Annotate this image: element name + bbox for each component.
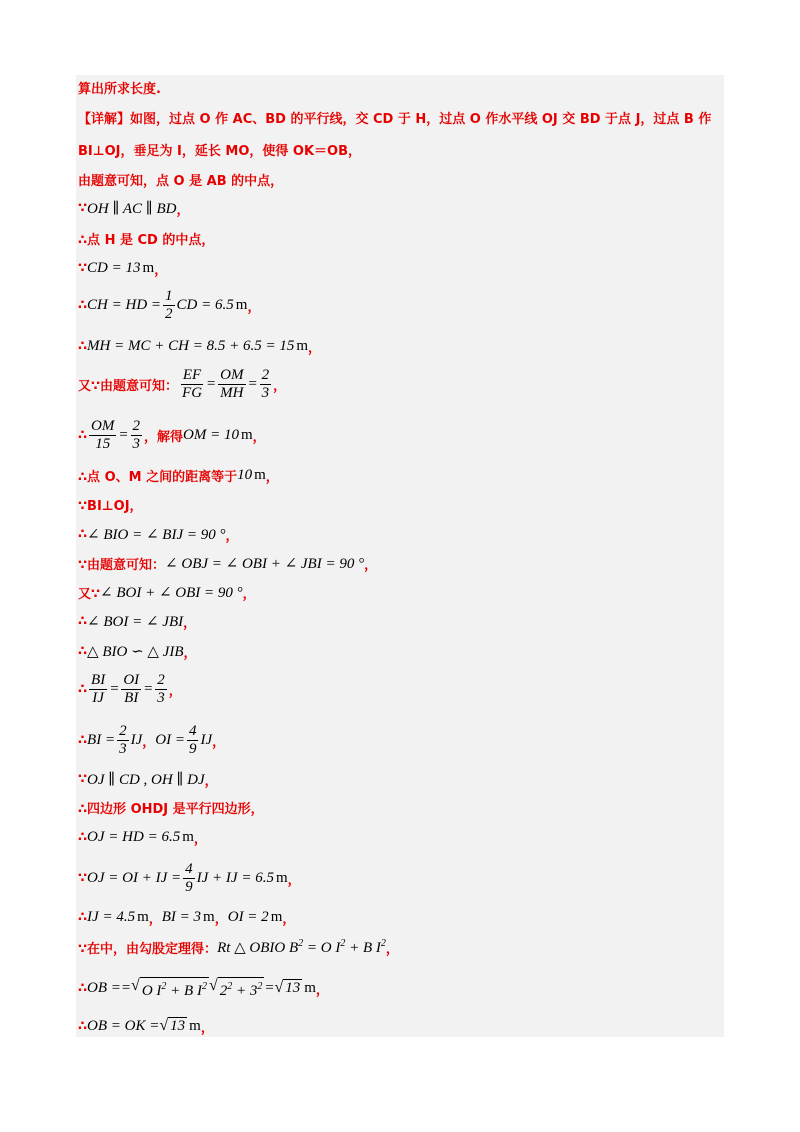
line-end: ， — [154, 262, 168, 278]
fraction: $\frac{EF}{FG}$ — [182, 366, 203, 401]
solution-line — [78, 640, 197, 662]
line-label: ∵在 — [78, 941, 101, 957]
logic-symbol: ∴ — [78, 526, 88, 542]
line-end: ， — [242, 586, 256, 602]
square-root: √ O $I^2 + B$ $I^2$ — [131, 976, 207, 999]
line-end: ， — [282, 911, 296, 927]
logic-symbol: ∴ — [78, 297, 88, 313]
math-expr: CD = 6.5 — [176, 296, 234, 313]
solution-line — [78, 796, 264, 818]
line-text: ∴四边形 OHDJ 是平行四边形， — [78, 801, 264, 817]
math-expr: = — [109, 680, 120, 697]
line-end: ， — [176, 202, 190, 218]
math-expr: OJ = OI + IJ = — [87, 869, 182, 886]
line-end: ， — [200, 1020, 214, 1036]
fraction: $\frac{BI}{IJ}$ — [91, 671, 106, 706]
unit-meter: m — [304, 979, 316, 996]
fraction: $\frac{OM}{15}$ — [91, 417, 115, 452]
unit-meter: m — [275, 869, 288, 886]
solution-line — [78, 76, 161, 98]
math-expr: MH = MC + CH = 8.5 + 6.5 = 15 — [87, 337, 295, 354]
line-text: BI⊥OJ，垂足为 I，延长 MO，使得 OK＝OB， — [78, 143, 362, 159]
separator: ， — [214, 911, 228, 927]
math-expr: CD = 13 — [87, 259, 141, 276]
unit-meter: m — [270, 908, 283, 925]
math-expr: IJ = 4.5 — [87, 908, 136, 925]
solution-line — [78, 523, 239, 545]
unit-meter: m — [189, 1017, 201, 1034]
math-expr: CH = HD = — [87, 296, 162, 313]
unit-meter: m — [296, 337, 308, 354]
logic-symbol: ∴ — [78, 643, 88, 659]
square-root: √ $2^2 + 3^2$ — [208, 976, 263, 999]
math-expr: △ BIO ∽ △ JIB — [87, 643, 184, 660]
line-text: 【详解】如图，过点 O 作 AC、BD 的平行线，交 CD 于 H，过点 O 作水平线 OJ 交 BD 于点 J，过点 B 作 — [78, 111, 712, 127]
math-expr: O $B^2 = O$ $I^2 + B$ $I^2$ — [274, 937, 386, 956]
square-root: √ 13 — [159, 1017, 186, 1034]
solution-line — [78, 977, 329, 999]
unit-meter: m — [235, 296, 248, 313]
unit-meter: m — [182, 828, 194, 845]
line-end: ， — [315, 982, 329, 998]
unit-meter: m — [137, 908, 149, 925]
math-expr: = — [143, 680, 154, 697]
logic-symbol: ∴ — [78, 980, 88, 996]
line-text: ∵BI⊥OJ， — [78, 498, 143, 514]
solution-line — [78, 138, 361, 160]
solution-line — [78, 722, 226, 757]
math-expr: ∠ BIO = ∠ BIJ = 90 ° — [87, 526, 226, 543]
line-end: ， — [168, 683, 182, 699]
fraction: $\frac{2}{3}$ — [119, 722, 127, 757]
square-root: √ 13 — [274, 979, 301, 996]
math-expr: OB = — [87, 979, 121, 996]
line-text: ，解得 — [144, 429, 184, 445]
solution-line — [78, 417, 266, 452]
solution-line — [78, 768, 218, 790]
logic-symbol: ∴ — [78, 732, 88, 748]
fraction: $\frac{2}{3}$ — [157, 671, 165, 706]
math-expr: IJ — [200, 731, 213, 748]
line-label: ∴点 O、M 之间的距离等于 — [78, 469, 238, 485]
solution-line — [78, 227, 214, 249]
solution-line — [78, 610, 196, 632]
fraction: $\frac{2}{3}$ — [261, 366, 270, 401]
logic-symbol: ∴ — [78, 338, 88, 354]
solution-line — [78, 936, 399, 958]
solution-line — [78, 366, 287, 401]
fraction: $\frac{OI}{BI}$ — [123, 671, 140, 706]
unit-meter: m — [240, 426, 253, 443]
math-expr: = — [118, 426, 129, 443]
logic-symbol: ∴ — [78, 1018, 88, 1034]
math-expr: = — [247, 375, 258, 392]
solution-line — [78, 106, 711, 128]
fraction: $\frac{4}{9}$ — [188, 722, 197, 757]
math-expr: OM = 10 — [183, 426, 239, 443]
logic-symbol: ∵ — [78, 200, 88, 216]
line-end: ， — [385, 941, 399, 957]
line-end: ， — [212, 734, 226, 750]
solution-line — [78, 197, 189, 219]
math-expr: OH ∥ AC ∥ BD — [87, 200, 177, 217]
line-end: ， — [287, 872, 301, 888]
line-end: ， — [273, 378, 287, 394]
separator: ， — [148, 911, 162, 927]
solution-line — [78, 168, 283, 190]
math-expr: = — [206, 375, 217, 392]
line-text: 算出所求长度. — [78, 81, 161, 97]
solution-line — [78, 493, 143, 515]
line-end: ， — [308, 340, 322, 356]
solution-line — [78, 335, 321, 357]
math-expr: OI = — [155, 731, 185, 748]
solution-line — [78, 826, 207, 848]
math-expr: OJ ∥ CD , OH ∥ DJ — [87, 771, 205, 788]
logic-symbol: ∴ — [78, 427, 88, 443]
logic-symbol: ∵ — [78, 260, 88, 276]
line-label: 又∵由题意可知： — [78, 378, 179, 394]
line-end: ， — [247, 299, 261, 315]
line-text: 由题意可知，点 O 是 AB 的中点， — [78, 173, 284, 189]
math-expr: OB = OK = — [87, 1017, 160, 1034]
line-end: ， — [265, 469, 279, 485]
logic-symbol: ∵ — [78, 870, 88, 886]
line-text: 中，由勾股定理得： — [100, 941, 218, 957]
fraction: $\frac{4}{9}$ — [185, 860, 193, 895]
unit-meter: m — [254, 466, 266, 483]
line-end: ， — [225, 528, 239, 544]
math-expr: IJ — [130, 731, 143, 748]
logic-symbol: ∴ — [78, 909, 88, 925]
line-end: ， — [252, 429, 266, 445]
solution-line — [78, 287, 261, 322]
line-end: ， — [204, 773, 218, 789]
solution-line — [78, 552, 377, 574]
line-end: ， — [364, 557, 378, 573]
solution-line — [78, 464, 279, 486]
math-expr: ∠ OBJ = ∠ OBI + ∠ JBI = 90 ° — [165, 555, 365, 572]
solution-line — [78, 671, 182, 706]
math-expr: = — [120, 979, 132, 996]
line-text: ∴点 H 是 CD 的中点， — [78, 232, 215, 248]
line-end: ， — [183, 615, 197, 631]
separator: ， — [142, 734, 156, 750]
math-expr: OJ = HD = 6.5 — [87, 828, 181, 845]
fraction: $\frac{2}{3}$ — [132, 417, 140, 452]
unit-meter: m — [203, 908, 215, 925]
unit-meter: m — [142, 259, 155, 276]
solution-line — [78, 906, 295, 928]
line-label: 又∵ — [78, 586, 101, 602]
math-expr: BI = 3 — [161, 908, 202, 925]
math-expr: 10 — [237, 466, 253, 483]
logic-symbol: ∴ — [78, 829, 88, 845]
math-expr: = — [264, 979, 275, 996]
line-end: ， — [183, 645, 197, 661]
math-expr: OI = 2 — [227, 908, 269, 925]
math-expr: Rt △ OBI — [217, 939, 275, 956]
solution-line — [78, 581, 256, 603]
line-label: ∵由题意可知： — [78, 557, 166, 573]
line-end: ， — [193, 831, 207, 847]
solution-line — [78, 257, 167, 279]
math-expr: ∠ BOI = ∠ JBI — [87, 613, 184, 630]
fraction: $\frac{1}{2}$ — [165, 287, 173, 322]
math-expr: BI = — [87, 731, 116, 748]
math-expr: ∠ BOI + ∠ OBI = 90 ° — [100, 584, 243, 601]
math-expr: IJ + IJ = 6.5 — [196, 869, 274, 886]
logic-symbol: ∴ — [78, 681, 88, 697]
solution-line — [78, 860, 301, 895]
fraction: $\frac{OM}{MH}$ — [220, 366, 244, 401]
logic-symbol: ∵ — [78, 771, 88, 787]
solution-line — [78, 1015, 214, 1037]
logic-symbol: ∴ — [78, 613, 88, 629]
